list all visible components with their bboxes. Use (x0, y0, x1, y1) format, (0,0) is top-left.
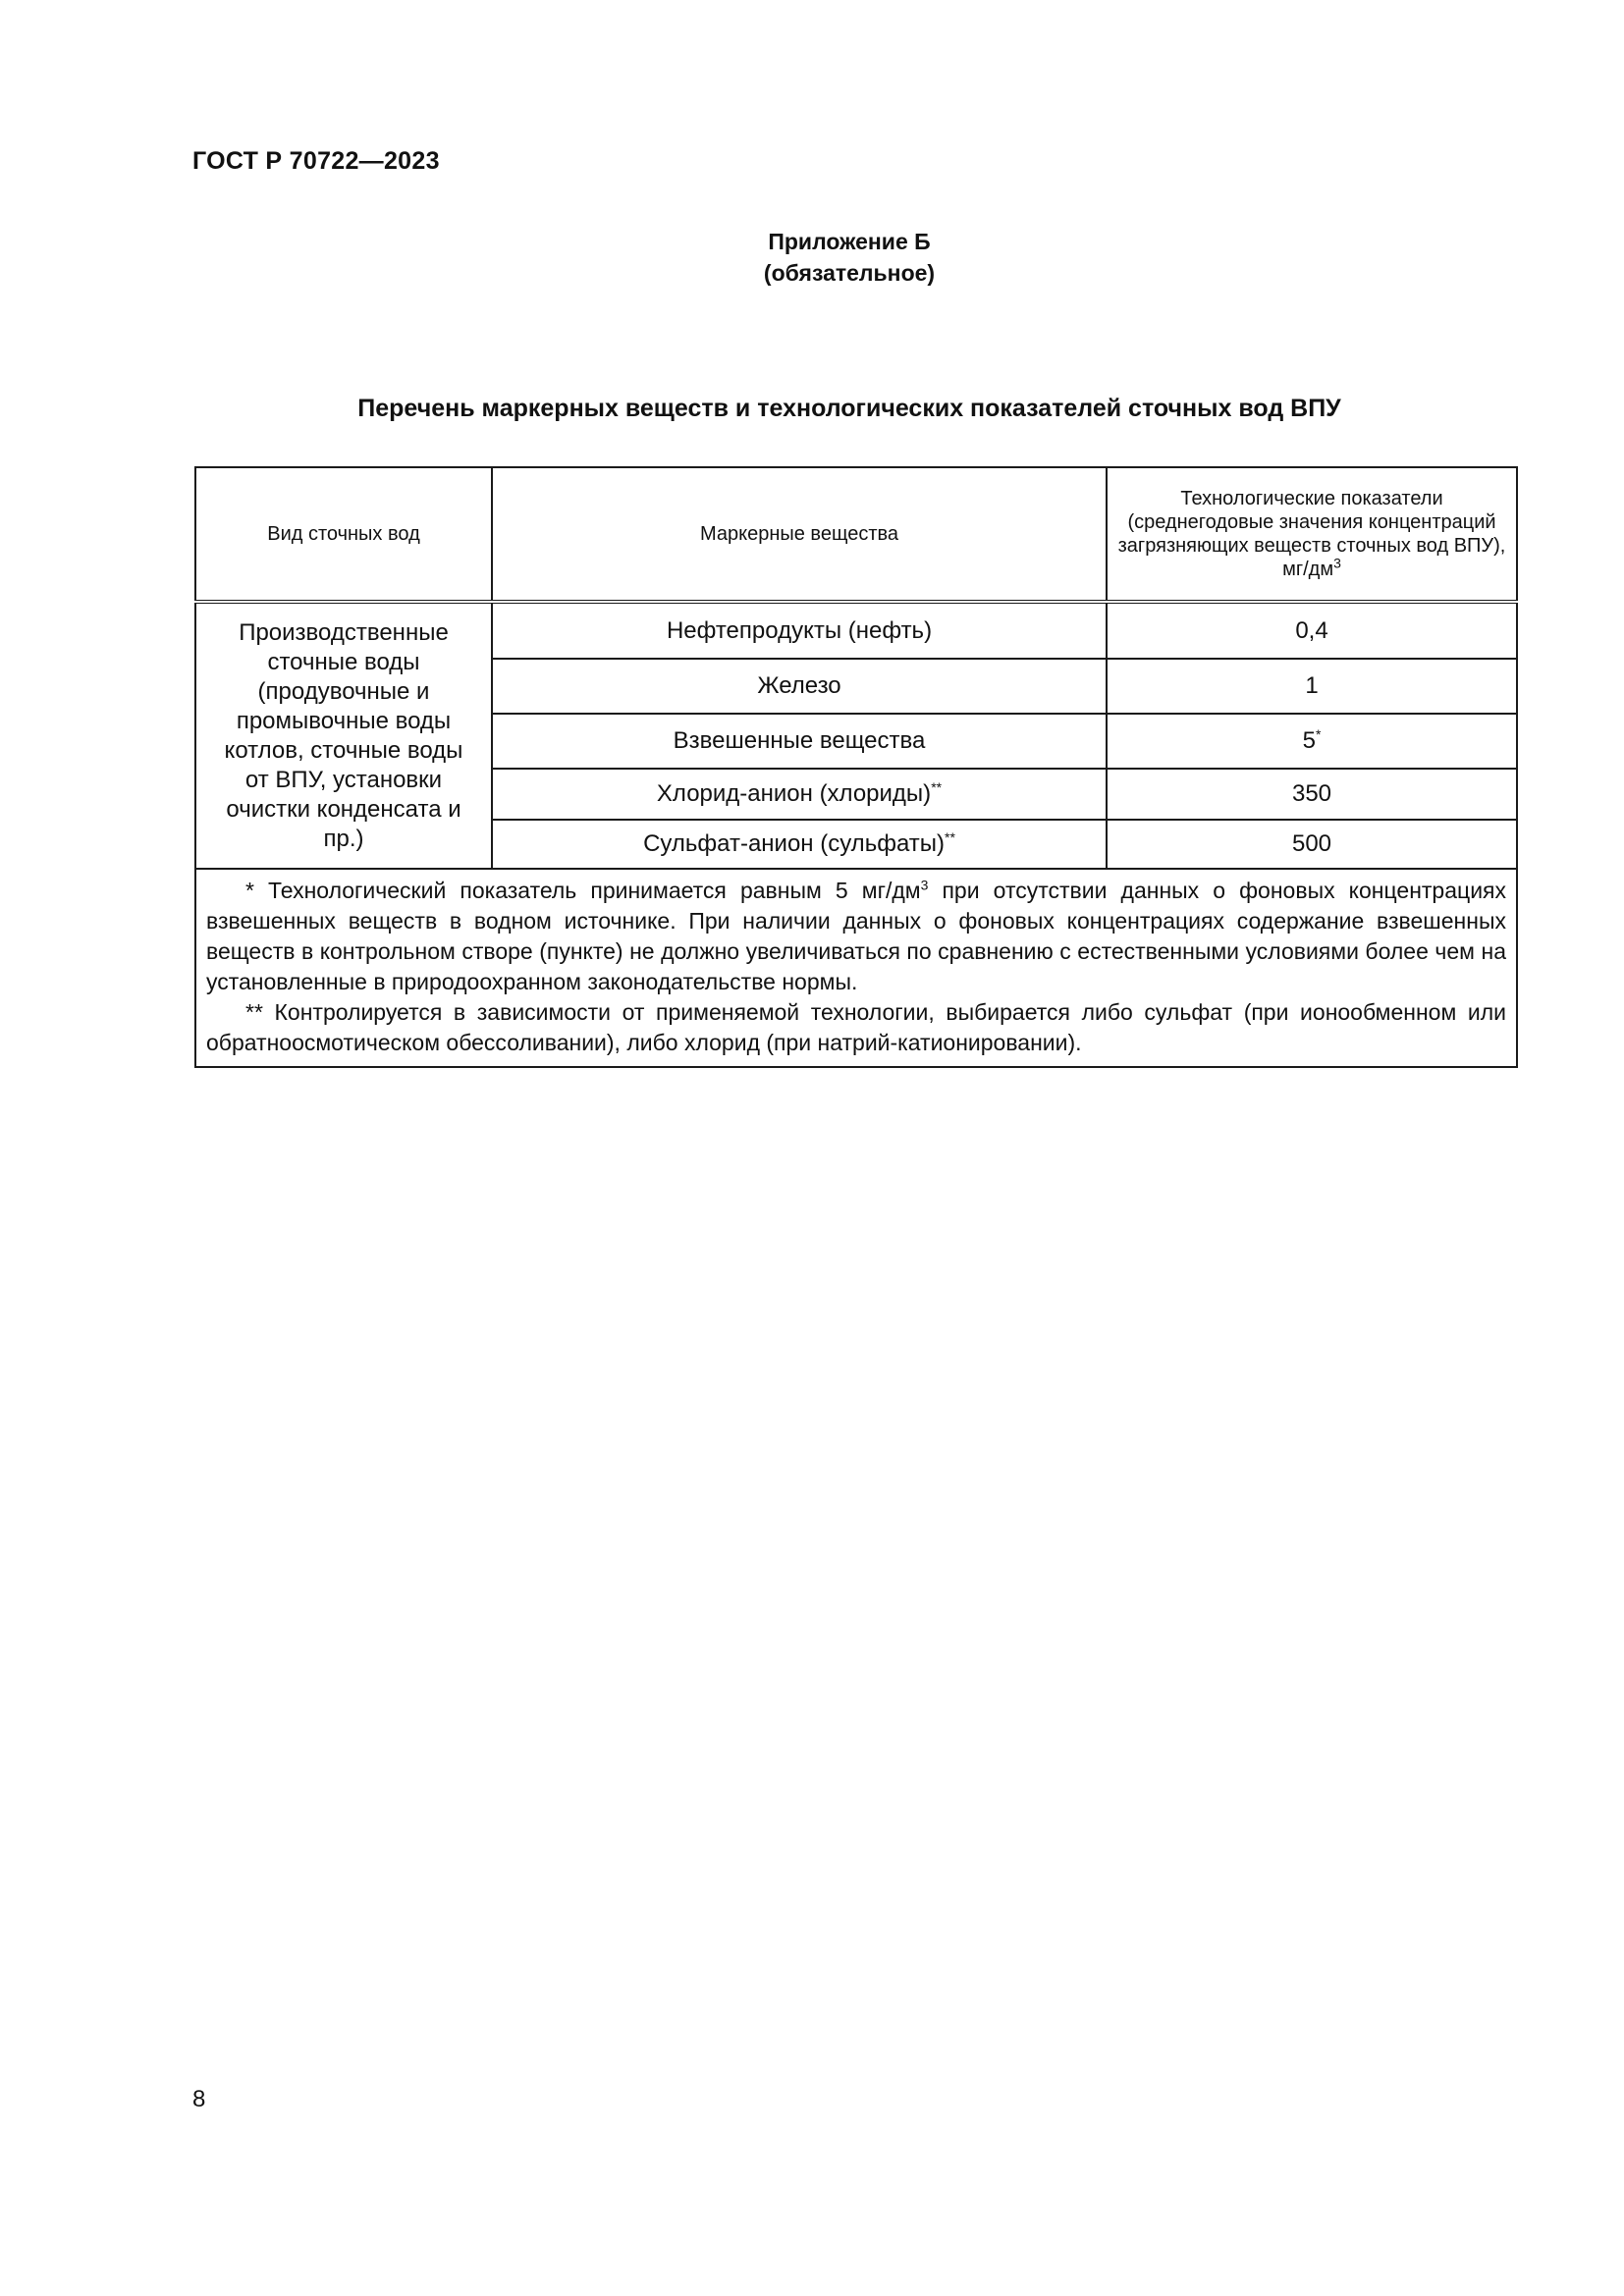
column-header-type: Вид сточных вод (195, 467, 492, 602)
standard-id: ГОСТ Р 70722—2023 (192, 147, 440, 175)
substance-cell: Железо (492, 659, 1107, 714)
substance-cell: Хлорид-анион (хлориды)** (492, 769, 1107, 820)
table-notes (195, 869, 1517, 1067)
appendix-status: (обязательное) (763, 260, 936, 286)
substance-cell: Взвешенные вещества (492, 714, 1107, 769)
appendix-heading (0, 226, 1624, 289)
column-header-markers: Маркерные вещества (492, 467, 1107, 602)
value-cell: 5* (1107, 714, 1517, 769)
substance-cell: Сульфат-анион (сульфаты)** (492, 820, 1107, 869)
value-cell: 0,4 (1107, 602, 1517, 659)
table-row (195, 602, 1517, 659)
table-notes-row (195, 869, 1517, 1067)
marker-substances-table (194, 466, 1518, 1068)
table-title: Перечень маркерных веществ и технологических показателей сточных вод ВПУ (357, 395, 1341, 422)
appendix-label: Приложение Б (768, 229, 931, 254)
value-cell: 1 (1107, 659, 1517, 714)
value-cell: 350 (1107, 769, 1517, 820)
page-number: 8 (192, 2086, 206, 2112)
unit-superscript: 3 (1333, 555, 1341, 571)
value-cell: 500 (1107, 820, 1517, 869)
footnote-single-asterisk: * Технологический показатель принимается равным 5 $мг/дм^3$ при отсутствии данных о фоновых концентрациях взвешенных веществ в водном источнике. При наличии данных о фоновых концентрациях содержание взвешенных веществ в контрольном створе (пункте) не должно увеличиваться по сравнению с естественными условиями более чем на установленные в природоохранном законодательстве нормы. (206, 877, 1506, 994)
column-header-indicators: Технологические показатели (среднегодовые значения концентраций загрязняющих веществ сточных вод ВПУ), $мг/дм^3$ (1107, 467, 1517, 602)
wastewater-type-cell: Производственные сточные воды (продувочные и промывочные воды котлов, сточные воды от ВПУ, установки очистки конденсата и пр.) (195, 602, 492, 869)
footnote-double-asterisk: ** Контролируется в зависимости от применяемой технологии, выбирается либо сульфат (при ионообменном или обратноосмотическом обессоливании), либо хлорид (при натрий-катионировании). (206, 999, 1506, 1055)
substance-cell: Нефтепродукты (нефть) (492, 602, 1107, 659)
table-header-row (195, 467, 1517, 602)
